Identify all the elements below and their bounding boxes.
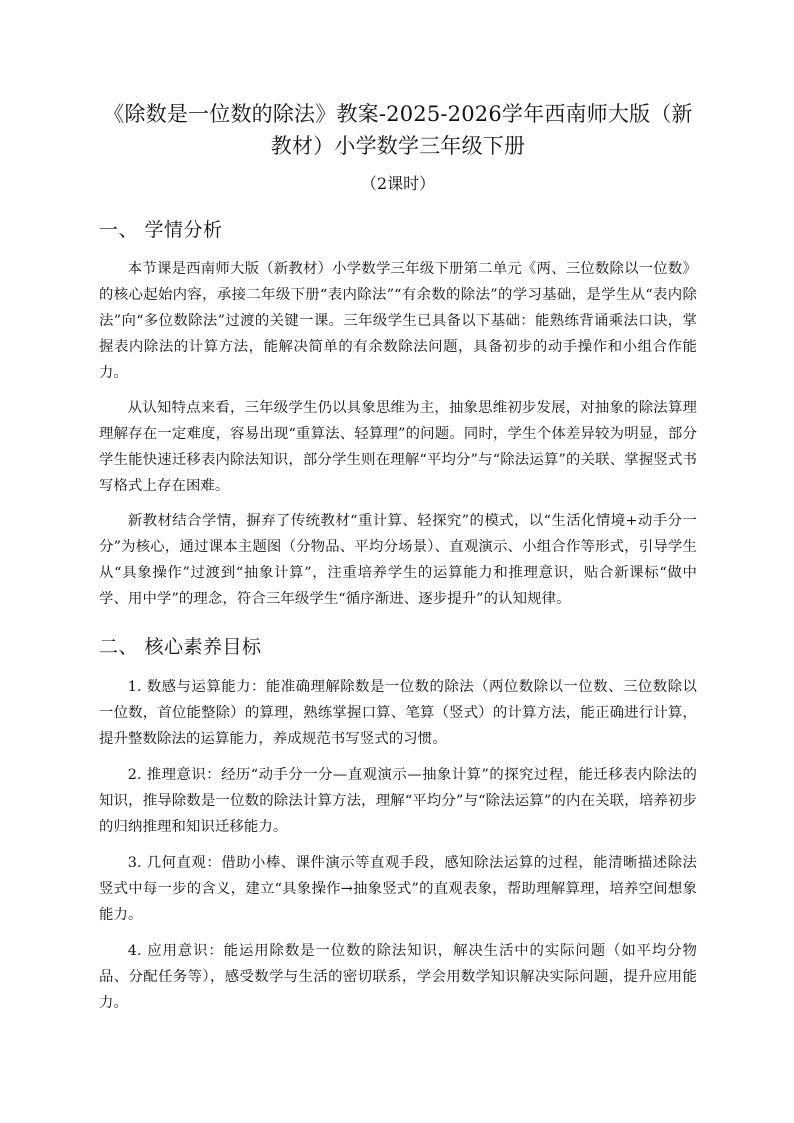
document-title: 《除数是一位数的除法》教案-2025-2026学年西南师大版（新教材）小学数学三年级下册 — [103, 102, 693, 158]
goal-item: 2. 推理意识：经历“动手分一分—直观演示—抽象计算”的探究过程，能迁移表内除法的知识，推导除数是一位数的除法计算方法，理解“平均分”与“除法运算”的内在关联，培养初步的归纳推理和知识迁移能力。 — [99, 767, 697, 835]
section-heading-learner-analysis: 一、 学情分析 — [99, 219, 223, 241]
document-subtitle: （2课时） — [360, 174, 436, 193]
section-core-literacy-goals — [99, 674, 697, 1016]
section-heading-core-literacy-goals: 二、 核心素养目标 — [99, 636, 262, 658]
goal-item: 3. 几何直观：借助小棒、课件演示等直观手段，感知除法运算的过程，能清晰描述除法竖式中每一步的含义，建立“具象操作→抽象竖式”的直观表象，帮助理解算理，培养空间想象能力。 — [99, 855, 697, 923]
section-learner-analysis — [99, 256, 697, 612]
paragraph: 从认知特点来看，三年级学生仍以具象思维为主，抽象思维初步发展，对抽象的除法算理理解存在一定难度，容易出现“重算法、轻算理”的问题。同时，学生个体差异较为明显，部分学生能快速迁移表内除法知识，部分学生则在理解“平均分”与“除法运算”的关联、掌握竖式书写格式上存在困难。 — [99, 400, 697, 494]
paragraph: 本节课是西南师大版（新教材）小学数学三年级下册第二单元《两、三位数除以一位数》的核心起始内容，承接二年级下册“表内除法”“有余数的除法”的学习基础，是学生从“表内除法”向“多位数除法”过渡的关键一课。三年级学生已具备以下基础：能熟练背诵乘法口诀，掌握表内除法的计算方法，能解决简单的有余数除法问题，具备初步的动手操作和小组合作能力。 — [99, 261, 697, 381]
paragraph: 新教材结合学情，摒弃了传统教材“重计算、轻探究”的模式，以“生活化情境+动手分一分”为核心，通过课本主题图（分物品、平均分场景）、直观演示、小组合作等形式，引导学生从“具象操作”过渡到“抽象计算”，注重培养学生的运算能力和推理意识，贴合新课标“做中学、用中学”的理念，符合三年级学生“循序渐进、逐步提升”的认知规律。 — [99, 513, 697, 607]
goal-item: 1. 数感与运算能力：能准确理解除数是一位数的除法（两位数除以一位数、三位数除以一位数，首位能整除）的算理，熟练掌握口算、笔算（竖式）的计算方法，能正确进行计算，提升整数除法的运算能力，养成规范书写竖式的习惯。 — [99, 679, 697, 747]
goal-item: 4. 应用意识：能运用除数是一位数的除法知识，解决生活中的实际问题（如平均分物品、分配任务等），感受数学与生活的密切联系，学会用数学知识解决实际问题，提升应用能力。 — [99, 943, 697, 1011]
